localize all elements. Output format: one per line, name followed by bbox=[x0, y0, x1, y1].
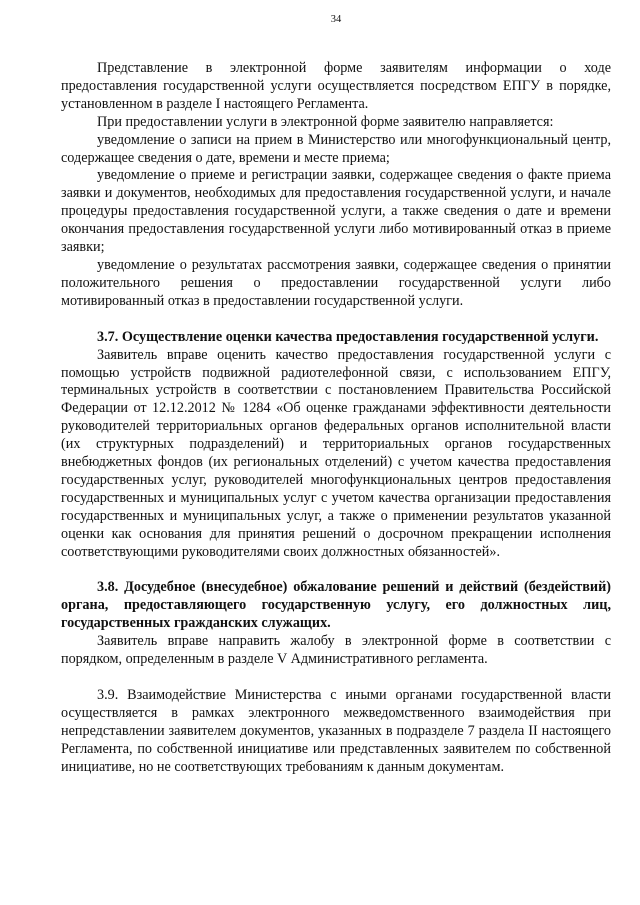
paragraph-notification-result: уведомление о результатах рассмотрения заявки, содержащее сведения о принятии положительного решения о предоставлении государственной услуги либо мотивированный отказ в предоставлении государственной услуги. bbox=[61, 256, 611, 309]
paragraph-notifications-intro: При предоставлении услуги в электронной форме заявителю направляется: bbox=[97, 113, 554, 130]
section-heading-3-7: 3.7. Осуществление оценки качества предоставления государственной услуги. bbox=[97, 328, 599, 345]
paragraph-notification-appointment: уведомление о записи на прием в Министерство или многофункциональный центр, содержащее сведения о дате, времени и месте приема; bbox=[61, 131, 611, 166]
page-number: 34 bbox=[330, 14, 342, 25]
paragraph-quality-assessment: Заявитель вправе оценить качество предоставления государственной услуги с помощью устройств подвижной радиотелефонной связи, с использованием ЕПГУ, терминальных устройств в соответствии с постановлением Правительства Российской Федерации от 12.12.2012 № 1284 «Об оценке гражданами эффективности деятельности руководителей территориальных органов федеральных органов исполнительной власти (их структурных подразделений) и территориальных органов государственных внебюджетных фондов (их региональных отделений) с учетом качества предоставления государственных услуг, руководителей многофункциональных центров предоставления государственных и муниципальных услуг с учетом качества организации предоставления государственных и муниципальных услуг, а также о применении результатов указанной оценки как основания для принятия решений о досрочном прекращении исполнения соответствующими руководителями своих должностных обязанностей». bbox=[61, 346, 611, 560]
paragraph-notification-registration: уведомление о приеме и регистрации заявки, содержащее сведения о факте приема заявки и документов, необходимых для предоставления государственной услуги, и начале процедуры предоставления государственной услуги, а также сведения о дате и времени окончания предоставления государственной услуги либо мотивированный отказ в приеме заявки; bbox=[61, 167, 611, 256]
paragraph-interagency-3-9: 3.9. Взаимодействие Министерства с иными органами государственной власти осуществляется в рамках электронного межведомственного взаимодействия при непредставлении заявителем документов, указанных в подразделе 7 раздела II настоящего Регламента, по собственной инициативе или представленных заявителем по собственной инициативе, но не соответствующих требованиям к данным документам. bbox=[61, 687, 611, 775]
section-gap bbox=[61, 669, 611, 687]
paragraph-epgu-info: Представление в электронной форме заявителям информации о ходе предоставления государственной услуги осуществляется посредством ЕПГУ в порядке, установленном в разделе I настоящего Регламента. bbox=[61, 60, 611, 112]
section-gap bbox=[61, 311, 611, 329]
section-gap bbox=[61, 561, 611, 579]
section-heading-3-8: 3.8. Досудебное (внесудебное) обжалование решений и действий (бездействий) органа, предоставляющего государственную услугу, его должностных лиц, государственных гражданских служащих. bbox=[61, 579, 611, 632]
document-body bbox=[61, 60, 611, 777]
paragraph-complaint: Заявитель вправе направить жалобу в электронной форме в соответствии с порядком, определенным в разделе V Административного регламента. bbox=[61, 633, 611, 668]
